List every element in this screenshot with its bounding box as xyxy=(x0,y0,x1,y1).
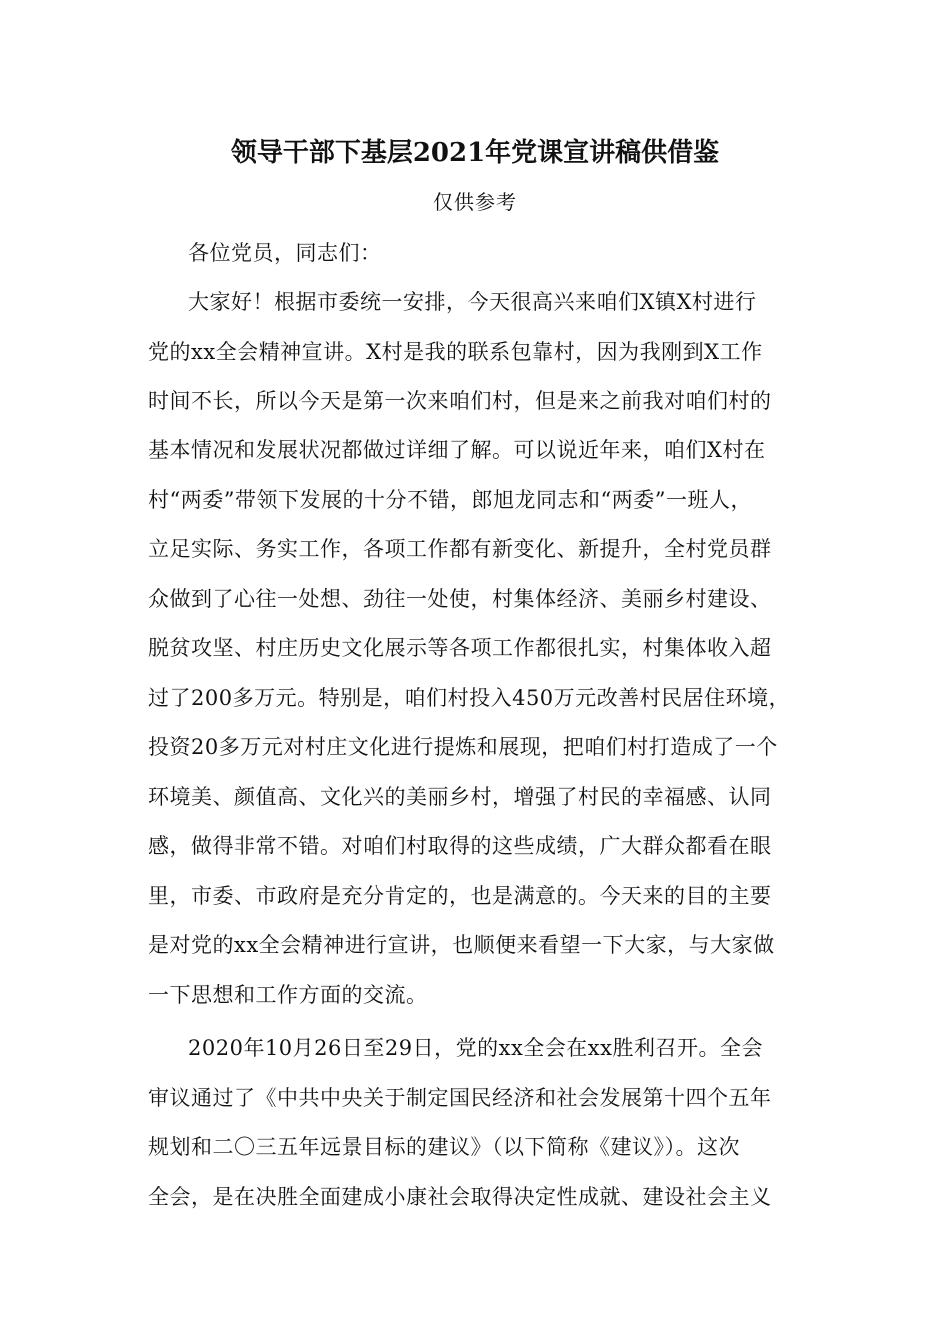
paragraph-line: 全会，是在决胜全面建成小康社会取得决定性成就、建设社会主义 xyxy=(148,1185,772,1209)
paragraph-line: 村“两委”带领下发展的十分不错，郎旭龙同志和“两委”一班人， xyxy=(148,488,752,512)
paragraph-line: 是对党的xx全会精神进行宣讲，也顺便来看望一下大家，与大家做 xyxy=(148,933,775,957)
paragraph-line: 规划和二〇三五年远景目标的建议》（以下简称《建议》）。这次 xyxy=(148,1135,740,1159)
paragraph-line: 脱贫攻坚、村庄历史文化展示等各项工作都很扎实，村集体收入超 xyxy=(148,636,772,660)
paragraph-line: 一下思想和工作方面的交流。 xyxy=(148,983,428,1007)
paragraph-line: 时间不长，所以今天是第一次来咱们村，但是来之前我对咱们村的 xyxy=(148,389,772,413)
document-title: 领导干部下基层2021年党课宣讲稿供借鉴 xyxy=(230,138,720,168)
paragraph-line: 众做到了心往一处想、劲往一处使，村集体经济、美丽乡村建设、 xyxy=(148,587,772,611)
paragraph-line: 感，做得非常不错。对咱们村取得的这些成绩，广大群众都看在眼 xyxy=(148,834,772,858)
paragraph-line: 2020年10月26日至29日，党的xx全会在xx胜利召开。全会 xyxy=(188,1036,763,1060)
paragraph-line: 审议通过了《中共中央关于制定国民经济和社会发展第十四个五年 xyxy=(148,1086,772,1110)
paragraph-line: 投资20多万元对村庄文化进行提炼和展现，把咱们村打造成了一个 xyxy=(148,735,778,759)
document-subtitle: 仅供参考 xyxy=(433,190,517,214)
paragraph-line: 里，市委、市政府是充分肯定的，也是满意的。今天来的目的主要 xyxy=(148,884,772,908)
salutation: 各位党员，同志们： xyxy=(188,241,382,265)
paragraph-line: 立足实际、务实工作，各项工作都有新变化、新提升，全村党员群 xyxy=(148,537,772,561)
paragraph-line: 过了200多万元。特别是，咱们村投入450万元改善村民居住环境， xyxy=(148,686,791,710)
paragraph-line: 大家好！根据市委统一安排，今天很高兴来咱们X镇X村进行 xyxy=(188,290,757,314)
paragraph-line: 基本情况和发展状况都做过详细了解。可以说近年来，咱们X村在 xyxy=(148,438,766,462)
paragraph-line: 环境美、颜值高、文化兴的美丽乡村，增强了村民的幸福感、认同 xyxy=(148,785,772,809)
paragraph-line: 党的xx全会精神宣讲。X村是我的联系包靠村，因为我刚到X工作 xyxy=(148,340,763,364)
